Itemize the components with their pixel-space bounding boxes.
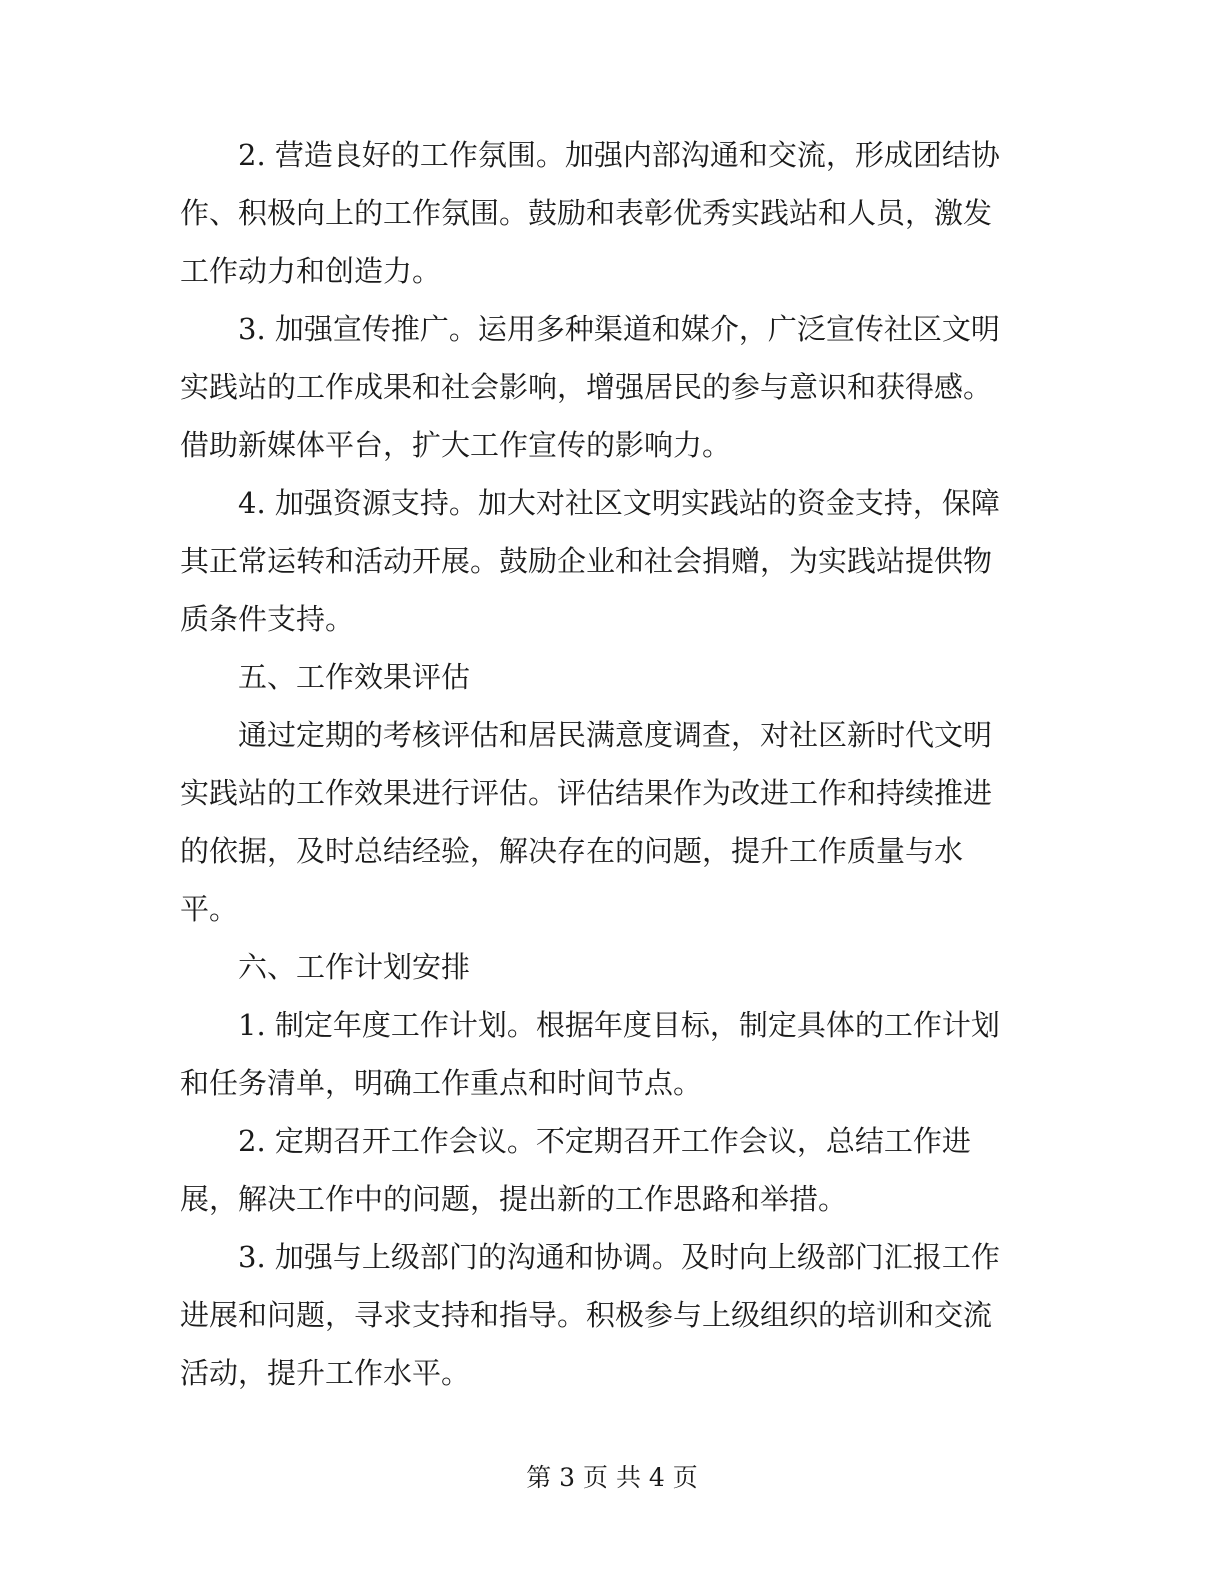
- page-footer: 第 3 页 共 4 页: [526, 1463, 698, 1492]
- text-line: 实践站的工作效果进行评估。评估结果作为改进工作和持续推进: [180, 776, 993, 810]
- text-line: 4. 加强资源支持。加大对社区文明实践站的资金支持，保障: [238, 486, 1000, 520]
- text-line: 2. 定期召开工作会议。不定期召开工作会议，总结工作进: [238, 1124, 971, 1158]
- text-line: 进展和问题，寻求支持和指导。积极参与上级组织的培训和交流: [180, 1298, 993, 1332]
- text-line: 通过定期的考核评估和居民满意度调查，对社区新时代文明: [238, 718, 993, 752]
- text-line: 和任务清单，明确工作重点和时间节点。: [180, 1066, 703, 1100]
- section-heading: 五、工作效果评估: [238, 660, 471, 694]
- section-heading: 六、工作计划安排: [238, 950, 471, 984]
- text-line: 平。: [180, 892, 239, 926]
- text-line: 1. 制定年度工作计划。根据年度目标，制定具体的工作计划: [238, 1008, 1000, 1042]
- text-line: 3. 加强宣传推广。运用多种渠道和媒介，广泛宣传社区文明: [238, 312, 1000, 346]
- text-line: 的依据，及时总结经验，解决存在的问题，提升工作质量与水: [180, 834, 964, 868]
- text-line: 工作动力和创造力。: [180, 254, 442, 288]
- text-line: 质条件支持。: [180, 602, 355, 636]
- document-body: [180, 126, 1030, 1402]
- text-line: 活动，提升工作水平。: [180, 1356, 471, 1390]
- text-line: 3. 加强与上级部门的沟通和协调。及时向上级部门汇报工作: [238, 1240, 1000, 1274]
- text-line: 借助新媒体平台，扩大工作宣传的影响力。: [180, 428, 732, 462]
- text-line: 实践站的工作成果和社会影响，增强居民的参与意识和获得感。: [180, 370, 993, 404]
- text-line: 展，解决工作中的问题，提出新的工作思路和举措。: [180, 1182, 848, 1216]
- text-line: 2. 营造良好的工作氛围。加强内部沟通和交流，形成团结协: [238, 138, 1000, 172]
- text-line: 其正常运转和活动开展。鼓励企业和社会捐赠，为实践站提供物: [180, 544, 993, 578]
- text-line: 作、积极向上的工作氛围。鼓励和表彰优秀实践站和人员，激发: [180, 196, 993, 230]
